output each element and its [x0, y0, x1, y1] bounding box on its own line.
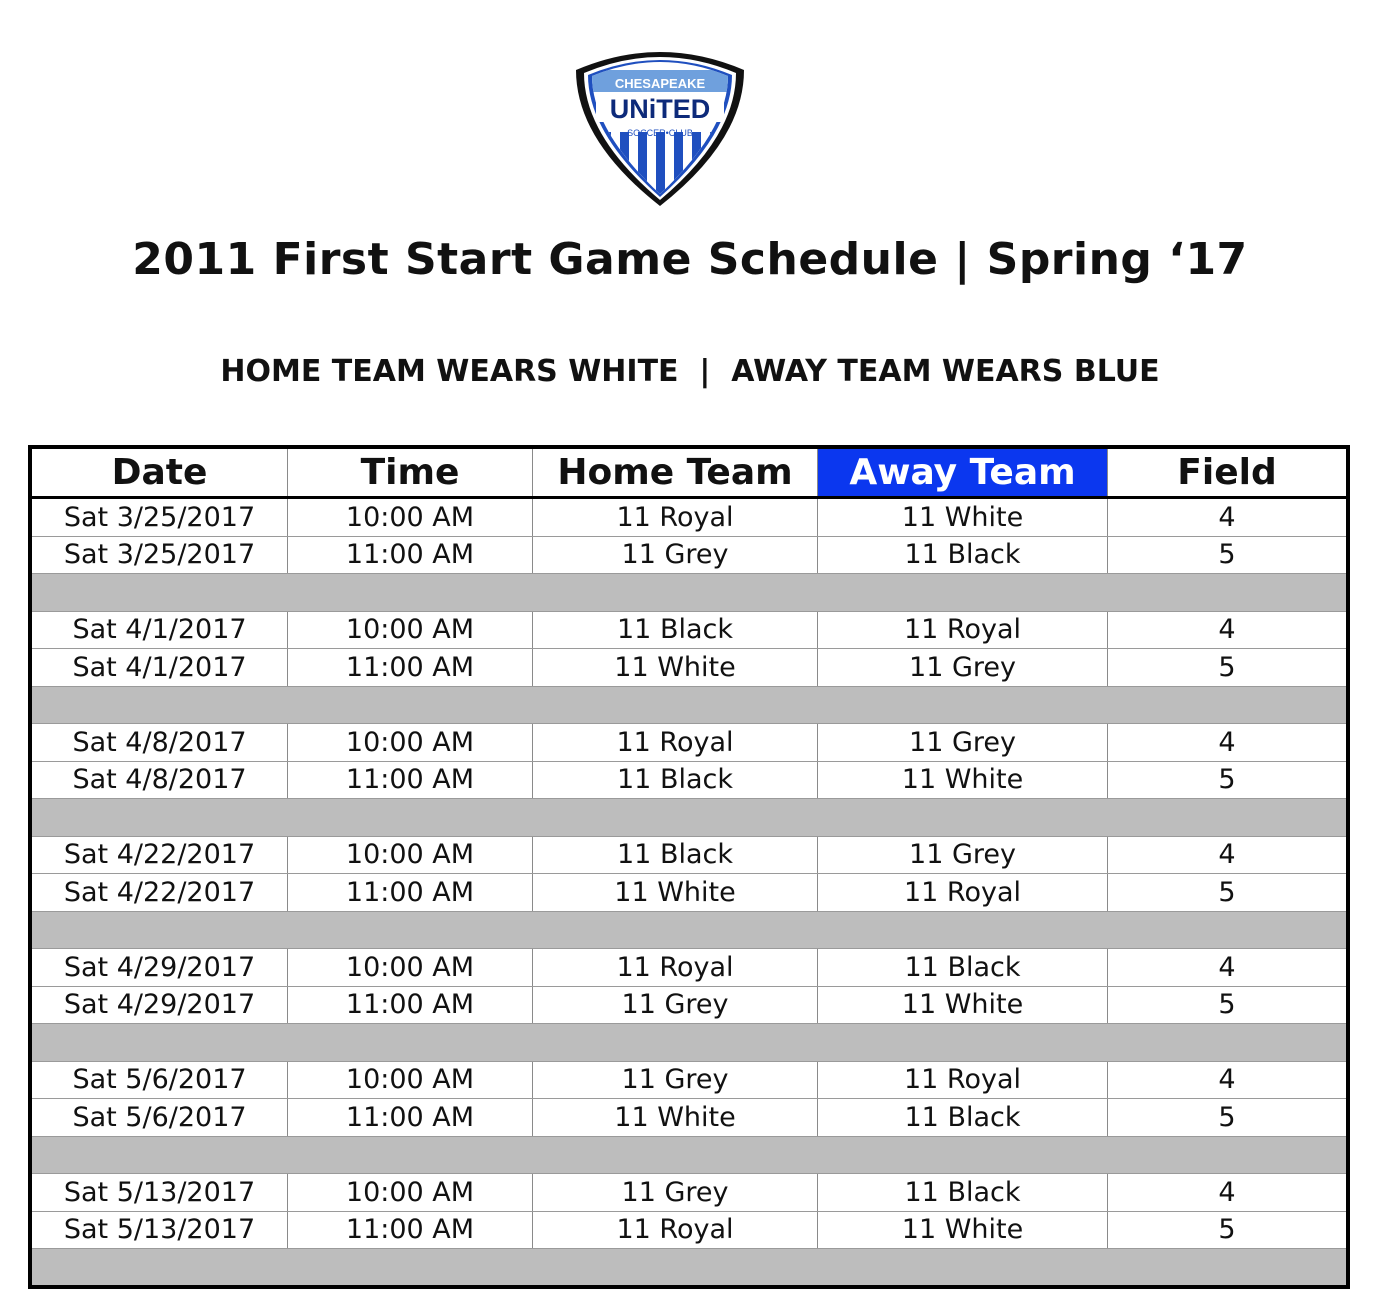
- field-cell: 5: [1218, 764, 1236, 796]
- time-cell: 11:00 AM: [288, 762, 533, 799]
- table-row: [32, 762, 1346, 800]
- date-cell: Sat 3/25/2017: [32, 499, 288, 536]
- home-team-cell: 11 Royal: [533, 724, 818, 761]
- away-team-cell: 11 White: [818, 1212, 1108, 1249]
- time-cell: 11:00 AM: [288, 987, 533, 1024]
- week-separator: [32, 687, 1346, 725]
- field-cell: 4: [1218, 1064, 1236, 1096]
- table-row: [32, 874, 1346, 912]
- away-team-cell: 11 Royal: [818, 874, 1108, 911]
- field-cell: 4: [1218, 726, 1236, 758]
- time-cell: 10:00 AM: [288, 837, 533, 874]
- home-team-cell: 11 Grey: [533, 537, 818, 574]
- shield-logo-icon: [572, 50, 748, 208]
- field-cell: 4: [1218, 614, 1236, 646]
- table-row: [32, 949, 1346, 987]
- table-row: [32, 612, 1346, 650]
- table-row: [32, 537, 1346, 575]
- away-team-cell: 11 Royal: [818, 612, 1108, 649]
- away-team-cell: 11 Black: [818, 1099, 1108, 1136]
- field-cell: 5: [1218, 1214, 1236, 1246]
- field-cell: 4: [1218, 501, 1236, 533]
- header-away-team: Away Team: [818, 449, 1108, 496]
- time-cell: 11:00 AM: [288, 649, 533, 686]
- table-row: [32, 1062, 1346, 1100]
- field-cell: 5: [1218, 876, 1236, 908]
- table-row: [32, 987, 1346, 1025]
- date-cell: Sat 5/6/2017: [32, 1099, 288, 1136]
- home-team-cell: 11 White: [533, 874, 818, 911]
- schedule-table: [28, 445, 1350, 1289]
- time-cell: 10:00 AM: [288, 499, 533, 536]
- home-team-cell: 11 Black: [533, 837, 818, 874]
- date-cell: Sat 5/13/2017: [32, 1174, 288, 1211]
- table-row: [32, 724, 1346, 762]
- date-cell: Sat 4/1/2017: [32, 612, 288, 649]
- logo-line3: SOCCER•CLUB: [627, 128, 693, 138]
- week-separator: [32, 1249, 1346, 1287]
- table-row: [32, 1212, 1346, 1250]
- date-cell: Sat 4/29/2017: [32, 987, 288, 1024]
- logo-line1: CHESAPEAKE: [614, 76, 706, 91]
- field-cell: 5: [1218, 989, 1236, 1021]
- date-cell: Sat 4/8/2017: [32, 724, 288, 761]
- away-team-cell: 11 Grey: [818, 724, 1108, 761]
- time-cell: 11:00 AM: [288, 1212, 533, 1249]
- date-cell: Sat 5/13/2017: [32, 1212, 288, 1249]
- date-cell: Sat 4/8/2017: [32, 762, 288, 799]
- away-team-cell: 11 Royal: [818, 1062, 1108, 1099]
- date-cell: Sat 5/6/2017: [32, 1062, 288, 1099]
- jersey-note: HOME TEAM WEARS WHITE | AWAY TEAM WEARS BLUE: [220, 354, 1160, 389]
- table-row: [32, 499, 1346, 537]
- field-cell: 5: [1218, 1101, 1236, 1133]
- time-cell: 10:00 AM: [288, 1062, 533, 1099]
- away-team-cell: 11 White: [818, 499, 1108, 536]
- table-row: [32, 1174, 1346, 1212]
- club-logo: [572, 50, 748, 208]
- date-cell: Sat 4/22/2017: [32, 874, 288, 911]
- home-team-cell: 11 Black: [533, 612, 818, 649]
- week-separator: [32, 1137, 1346, 1175]
- away-team-cell: 11 Black: [818, 1174, 1108, 1211]
- week-separator: [32, 574, 1346, 612]
- time-cell: 10:00 AM: [288, 1174, 533, 1211]
- time-cell: 11:00 AM: [288, 1099, 533, 1136]
- field-cell: 5: [1218, 539, 1236, 571]
- away-team-cell: 11 White: [818, 762, 1108, 799]
- away-team-cell: 11 Black: [818, 537, 1108, 574]
- header-date: Date: [32, 449, 288, 496]
- home-team-cell: 11 Black: [533, 762, 818, 799]
- date-cell: Sat 4/22/2017: [32, 837, 288, 874]
- home-team-cell: 11 Grey: [533, 1174, 818, 1211]
- field-cell: 4: [1218, 839, 1236, 871]
- home-team-cell: 11 Royal: [533, 949, 818, 986]
- field-cell: 4: [1218, 1176, 1236, 1208]
- home-team-cell: 11 Royal: [533, 1212, 818, 1249]
- field-cell: 4: [1218, 951, 1236, 983]
- home-team-cell: 11 Grey: [533, 1062, 818, 1099]
- table-row: [32, 649, 1346, 687]
- home-team-cell: 11 White: [533, 649, 818, 686]
- away-team-cell: 11 Grey: [818, 837, 1108, 874]
- date-cell: Sat 3/25/2017: [32, 537, 288, 574]
- header-field: Field: [1177, 451, 1277, 493]
- away-team-cell: 11 Grey: [818, 649, 1108, 686]
- table-row: [32, 1099, 1346, 1137]
- page-title: 2011 First Start Game Schedule | Spring ‘17: [132, 234, 1248, 285]
- field-cell: 5: [1218, 651, 1236, 683]
- time-cell: 10:00 AM: [288, 949, 533, 986]
- home-team-cell: 11 Grey: [533, 987, 818, 1024]
- home-team-cell: 11 White: [533, 1099, 818, 1136]
- table-row: [32, 837, 1346, 875]
- table-body: [32, 499, 1346, 1287]
- week-separator: [32, 799, 1346, 837]
- table-header: [32, 449, 1346, 499]
- header-time: Time: [288, 449, 533, 496]
- away-team-cell: 11 Black: [818, 949, 1108, 986]
- time-cell: 11:00 AM: [288, 874, 533, 911]
- time-cell: 10:00 AM: [288, 612, 533, 649]
- week-separator: [32, 1024, 1346, 1062]
- logo-line2: UNiTED: [609, 94, 711, 124]
- date-cell: Sat 4/29/2017: [32, 949, 288, 986]
- date-cell: Sat 4/1/2017: [32, 649, 288, 686]
- away-team-cell: 11 White: [818, 987, 1108, 1024]
- home-team-cell: 11 Royal: [533, 499, 818, 536]
- time-cell: 10:00 AM: [288, 724, 533, 761]
- week-separator: [32, 912, 1346, 950]
- time-cell: 11:00 AM: [288, 537, 533, 574]
- header-home-team: Home Team: [533, 449, 818, 496]
